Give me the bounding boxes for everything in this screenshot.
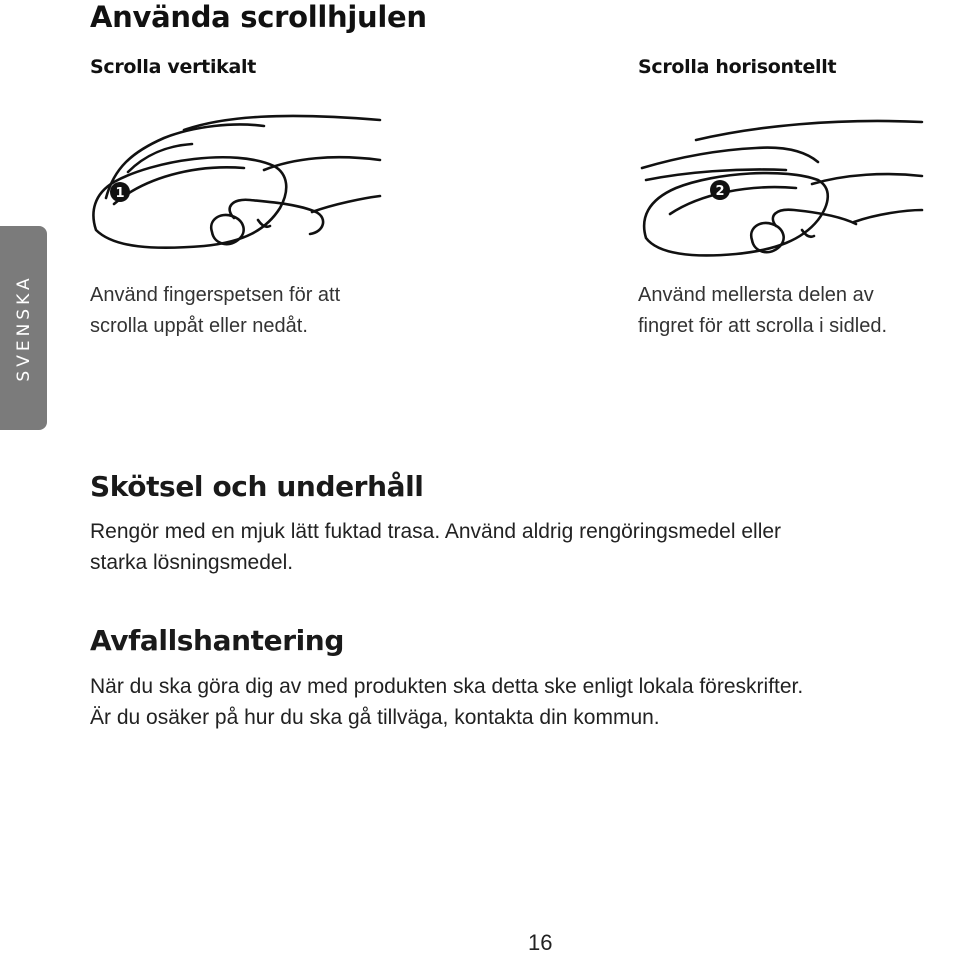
heading-scroll-vertical: Scrolla vertikalt xyxy=(90,56,257,78)
disposal-text-line2: Är du osäker på hur du ska gå tillväga, kontakta din kommun. xyxy=(90,706,660,729)
caption-horizontal xyxy=(638,280,887,342)
heading-disposal: Avfallshantering xyxy=(90,624,344,657)
caption-horizontal-line1: Använd mellersta delen av xyxy=(638,284,874,306)
care-text xyxy=(90,516,781,578)
marker-1-label: 1 xyxy=(115,186,125,201)
section-title-scroll-wheel: Använda scrollhjulen xyxy=(90,0,427,34)
disposal-text xyxy=(90,671,803,733)
horizontal-scroll-illustration xyxy=(636,118,926,263)
language-tab xyxy=(0,226,47,430)
caption-vertical xyxy=(90,280,340,342)
care-text-line2: starka lösningsmedel. xyxy=(90,551,294,574)
heading-care: Skötsel och underhåll xyxy=(90,470,424,503)
care-text-line1: Rengör med en mjuk lätt fuktad trasa. Använd aldrig rengöringsmedel eller xyxy=(90,520,782,543)
caption-vertical-line1: Använd fingerspetsen för att xyxy=(90,284,341,306)
heading-scroll-horizontal: Scrolla horisontellt xyxy=(638,56,837,78)
language-tab-label: SVENSKA xyxy=(13,274,34,382)
page-number: 16 xyxy=(528,930,553,955)
disposal-text-line1: När du ska göra dig av med produkten ska detta ske enligt lokala föreskrifter. xyxy=(90,675,804,698)
caption-vertical-line2: scrolla uppåt eller nedåt. xyxy=(90,315,308,337)
caption-horizontal-line2: fingret för att scrolla i sidled. xyxy=(638,315,887,337)
vertical-scroll-illustration xyxy=(84,108,384,258)
marker-2-label: 2 xyxy=(715,184,725,199)
